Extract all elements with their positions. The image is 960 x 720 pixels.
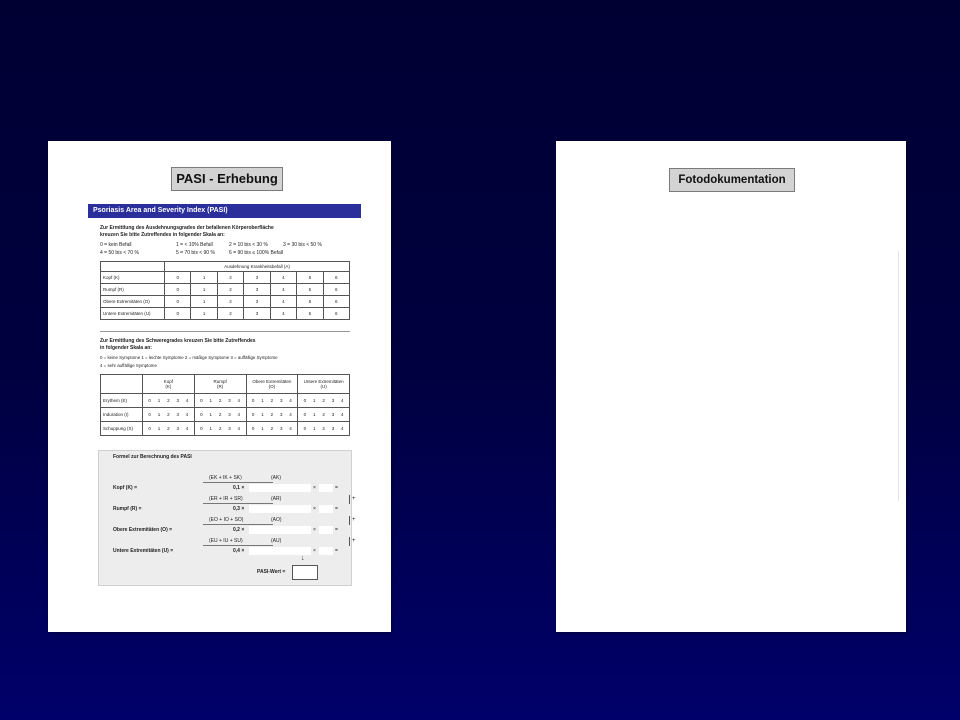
pasi-result-field[interactable]: [292, 565, 318, 580]
formula-sum-rumpf: (ER + IR + SR): [209, 496, 243, 502]
formula-sum-field-obere[interactable]: [249, 526, 311, 534]
formula-plus-2: +: [352, 517, 356, 523]
formula-times-kopf: ×: [313, 485, 316, 491]
severity-option[interactable]: 3: [176, 426, 179, 431]
severity-option[interactable]: 3: [228, 398, 231, 403]
formula-title: Formel zur Berechnung des PASI: [113, 454, 192, 460]
extent-scale-4: 4 = 50 bis < 70 %: [100, 250, 139, 256]
severity-cell: [143, 394, 195, 408]
formula-panel: [98, 450, 356, 586]
severity-option[interactable]: 1: [209, 398, 213, 403]
severity-option[interactable]: 1: [157, 398, 161, 403]
severity-row-label: Induration (I): [101, 408, 143, 422]
severity-row-label: Erythem (E): [101, 394, 143, 408]
extent-option-6[interactable]: 6: [323, 284, 349, 296]
formula-area-field-obere[interactable]: [319, 526, 333, 534]
formula-area-field-rumpf[interactable]: [319, 505, 333, 513]
severity-option[interactable]: 1: [313, 412, 316, 417]
severity-option[interactable]: 3: [176, 398, 179, 403]
formula-factor-untere: 0,4 ×: [233, 548, 245, 554]
formula-plus-1: +: [352, 496, 356, 502]
severity-table: [100, 374, 350, 436]
extent-option-0[interactable]: 0: [165, 296, 191, 308]
extent-row-untere: [101, 308, 350, 320]
extent-option-2[interactable]: 2: [217, 296, 243, 308]
pasi-result-label: PASI-Wert =: [257, 569, 286, 575]
extent-row-rumpf: [101, 284, 350, 296]
formula-sum-bracket: [349, 495, 350, 504]
severity-option[interactable]: 0: [303, 412, 307, 417]
severity-option[interactable]: 0: [303, 426, 307, 431]
severity-option[interactable]: 4: [289, 412, 292, 417]
severity-option[interactable]: 3: [279, 426, 283, 431]
extent-scale-2: 2 = 10 bis < 30 %: [229, 242, 268, 248]
formula-area-untere: (AU): [271, 538, 282, 544]
severity-row-erythem: [101, 394, 350, 408]
severity-option[interactable]: 3: [331, 412, 335, 417]
pasi-title-label: PASI - Erhebung: [171, 167, 283, 191]
formula-sum-bracket: [349, 537, 350, 546]
extent-option-5[interactable]: 5: [297, 296, 323, 308]
severity-option[interactable]: 0: [251, 412, 255, 417]
severity-cell: [143, 422, 195, 436]
severity-option[interactable]: 0: [148, 426, 151, 431]
section-divider: [100, 331, 350, 332]
severity-option[interactable]: 1: [261, 398, 264, 403]
formula-label-obere: Obere Extremitäten (O) =: [113, 527, 173, 533]
extent-table-corner: [101, 262, 165, 272]
extent-option-3[interactable]: 3: [244, 296, 270, 308]
extent-option-4[interactable]: 4: [270, 296, 296, 308]
extent-table-header: Ausdehnung Krankheitsbefall (A): [165, 262, 350, 272]
severity-col-untere: [298, 375, 350, 394]
extent-scale-5: 5 = 70 bis < 90 %: [176, 250, 215, 256]
extent-option-2[interactable]: 2: [217, 284, 243, 296]
extent-option-0[interactable]: 0: [165, 284, 191, 296]
extent-option-3[interactable]: 3: [244, 272, 270, 284]
severity-cell: [298, 422, 350, 436]
severity-option[interactable]: 0: [148, 412, 151, 417]
severity-option[interactable]: 0: [251, 426, 255, 431]
severity-col-name: Untere Extremitäten: [303, 378, 344, 384]
extent-row-label: Kopf (K): [101, 272, 165, 284]
arrow-down-icon: ↓: [301, 555, 305, 562]
extent-option-4[interactable]: 4: [270, 284, 296, 296]
extent-option-1[interactable]: 1: [191, 284, 217, 296]
severity-col-kopf: [143, 375, 195, 394]
extent-row-label: Rumpf (R): [101, 284, 165, 296]
severity-option[interactable]: 3: [279, 412, 283, 417]
formula-factor-obere: 0,2 ×: [233, 527, 245, 533]
severity-option[interactable]: 0: [200, 426, 203, 431]
extent-scale-1: 1 = < 10% Befall: [176, 242, 213, 248]
severity-option[interactable]: 1: [209, 426, 213, 431]
photo-documentation-label: Fotodokumentation: [669, 168, 795, 192]
severity-col-obere: [246, 375, 298, 394]
extent-option-4[interactable]: 4: [270, 308, 296, 320]
severity-row-label: Schuppung (S): [101, 422, 143, 436]
extent-option-0[interactable]: 0: [165, 308, 191, 320]
formula-equals-rumpf: =: [335, 506, 338, 512]
extent-option-6[interactable]: 6: [323, 308, 349, 320]
severity-option[interactable]: 0: [303, 398, 307, 403]
formula-equals-obere: =: [335, 527, 338, 533]
formula-sum-bracket: [349, 516, 350, 525]
severity-col-code: (K): [165, 384, 172, 389]
formula-bracket-line: [203, 482, 273, 483]
formula-factor-rumpf: 0,3 ×: [233, 506, 245, 512]
severity-cell: [246, 408, 298, 422]
severity-table-header-row: [101, 375, 350, 394]
severity-col-name: Obere Extremitäten: [252, 378, 292, 384]
severity-cell: [194, 394, 246, 408]
severity-option[interactable]: 2: [270, 426, 274, 431]
extent-option-2[interactable]: 2: [217, 272, 243, 284]
formula-sum-field-rumpf[interactable]: [249, 505, 311, 513]
extent-option-5[interactable]: 5: [297, 308, 323, 320]
severity-table-corner: [101, 375, 143, 394]
extent-option-1[interactable]: 1: [191, 296, 217, 308]
severity-cell: [194, 422, 246, 436]
severity-cell: [298, 394, 350, 408]
severity-option[interactable]: 1: [209, 412, 213, 417]
formula-area-kopf: (AK): [271, 475, 281, 481]
severity-option[interactable]: 1: [157, 426, 161, 431]
severity-option[interactable]: 2: [218, 426, 222, 431]
severity-col-code: (O): [268, 384, 276, 389]
severity-col-name: Rumpf: [213, 378, 227, 384]
severity-heading-line-1: Zur Ermittlung des Schweregrades kreuzen Sie bitte Zutreffendes: [100, 338, 256, 344]
formula-sum-obere: (EO + IO + SO): [209, 517, 244, 523]
severity-option[interactable]: 2: [322, 426, 325, 431]
extent-option-1[interactable]: 1: [191, 272, 217, 284]
formula-area-field-untere[interactable]: [319, 547, 333, 555]
severity-option[interactable]: 0: [200, 398, 203, 403]
severity-option[interactable]: 4: [237, 426, 241, 431]
severity-option[interactable]: 2: [322, 398, 325, 403]
formula-area-rumpf: (AR): [271, 496, 282, 502]
formula-equals-untere: =: [335, 548, 338, 554]
severity-scale-line-1: 0 = keine Symptome 1 = leichte Symptome 2 = mäßige Symptome 3 = auffällige Symptome: [100, 355, 278, 360]
extent-heading-line-1: Zur Ermittlung des Ausdehnungsgrades der befallenen Körperoberfläche: [100, 225, 274, 231]
formula-area-obere: (AO): [271, 517, 282, 523]
extent-scale-6: 6 = 90 bis ≤ 100% Befall: [229, 250, 284, 256]
severity-option[interactable]: 4: [289, 398, 292, 403]
severity-option[interactable]: 4: [289, 426, 292, 431]
severity-option[interactable]: 0: [148, 398, 151, 403]
severity-scale-line-2: 4 = sehr auffällige Symptome: [100, 363, 157, 368]
severity-option[interactable]: 4: [237, 398, 241, 403]
formula-times-untere: ×: [313, 548, 316, 554]
extent-option-6[interactable]: 6: [323, 272, 349, 284]
scan-streak: [898, 251, 899, 501]
formula-times-obere: ×: [313, 527, 316, 533]
severity-option[interactable]: 2: [167, 398, 170, 403]
severity-col-code: (R): [217, 384, 224, 389]
severity-option[interactable]: 2: [270, 412, 274, 417]
severity-col-name: Kopf: [163, 378, 173, 384]
formula-sum-untere: (EU + IU + SU): [209, 538, 243, 544]
formula-label-rumpf: Rumpf (R) =: [113, 506, 142, 512]
extent-option-5[interactable]: 5: [297, 284, 323, 296]
severity-option[interactable]: 2: [218, 398, 222, 403]
severity-option[interactable]: 1: [261, 426, 264, 431]
severity-option[interactable]: 2: [167, 426, 170, 431]
extent-option-1[interactable]: 1: [191, 308, 217, 320]
extent-row-label: Obere Extremitäten (O): [101, 296, 165, 308]
severity-option[interactable]: 3: [228, 412, 231, 417]
extent-option-3[interactable]: 3: [244, 284, 270, 296]
severity-option[interactable]: 0: [200, 412, 203, 417]
formula-label-untere: Untere Extremitäten (U) =: [113, 548, 174, 554]
severity-option[interactable]: 2: [167, 412, 170, 417]
severity-option[interactable]: 1: [313, 398, 316, 403]
extent-scale-0: 0 = kein Befall: [100, 242, 132, 248]
formula-plus-3: +: [352, 538, 356, 544]
severity-option[interactable]: 4: [185, 412, 189, 417]
severity-option[interactable]: 2: [270, 398, 274, 403]
extent-option-2[interactable]: 2: [217, 308, 243, 320]
extent-option-5[interactable]: 5: [297, 272, 323, 284]
extent-table: [100, 261, 350, 320]
extent-option-3[interactable]: 3: [244, 308, 270, 320]
severity-option[interactable]: 3: [228, 426, 231, 431]
pasi-header-bar: Psoriasis Area and Severity Index (PASI): [88, 204, 361, 218]
formula-bracket-line: [203, 503, 273, 504]
formula-area-field-kopf[interactable]: [319, 484, 333, 492]
severity-option[interactable]: 4: [185, 398, 189, 403]
extent-row-kopf: [101, 272, 350, 284]
formula-equals-kopf: =: [335, 485, 338, 491]
severity-option[interactable]: 2: [218, 412, 222, 417]
severity-option[interactable]: 3: [279, 398, 283, 403]
extent-table-header-row: [101, 262, 350, 272]
extent-row-obere: [101, 296, 350, 308]
severity-cell: [246, 422, 298, 436]
extent-option-4[interactable]: 4: [270, 272, 296, 284]
severity-option[interactable]: 4: [185, 426, 189, 431]
formula-times-rumpf: ×: [313, 506, 316, 512]
extent-row-label: Untere Extremitäten (U): [101, 308, 165, 320]
severity-cell: [298, 408, 350, 422]
severity-option[interactable]: 2: [322, 412, 325, 417]
severity-option[interactable]: 4: [341, 412, 344, 417]
severity-option[interactable]: 1: [313, 426, 316, 431]
severity-option[interactable]: 3: [331, 426, 335, 431]
severity-option[interactable]: 4: [237, 412, 241, 417]
formula-label-kopf: Kopf (K) =: [113, 485, 138, 491]
severity-heading-line-2: in folgender Skala an:: [100, 345, 152, 351]
pasi-form-page: [48, 141, 391, 632]
severity-col-code: (U): [320, 384, 327, 389]
severity-option[interactable]: 0: [251, 398, 255, 403]
severity-option[interactable]: 4: [341, 426, 344, 431]
extent-heading-line-2: kreuzen Sie bitte Zutreffendes in folgender Skala an:: [100, 232, 225, 238]
photo-documentation-page: [556, 141, 906, 632]
extent-option-0[interactable]: 0: [165, 272, 191, 284]
severity-option[interactable]: 1: [261, 412, 264, 417]
severity-row-schuppung: [101, 422, 350, 436]
formula-factor-kopf: 0,1 ×: [233, 485, 245, 491]
formula-bracket-line: [203, 545, 273, 546]
formula-sum-kopf: (EK + IK + SK): [209, 475, 242, 481]
severity-cell: [143, 408, 195, 422]
severity-option[interactable]: 4: [341, 398, 344, 403]
severity-row-induration: [101, 408, 350, 422]
extent-scale-3: 3 = 30 bis < 50 %: [283, 242, 322, 248]
extent-option-6[interactable]: 6: [323, 296, 349, 308]
severity-cell: [246, 394, 298, 408]
severity-cell: [194, 408, 246, 422]
severity-option[interactable]: 1: [157, 412, 161, 417]
formula-bracket-line: [203, 524, 273, 525]
formula-sum-field-kopf[interactable]: [249, 484, 311, 492]
severity-option[interactable]: 3: [176, 412, 179, 417]
severity-col-rumpf: [194, 375, 246, 394]
formula-sum-field-untere[interactable]: [249, 547, 311, 555]
severity-option[interactable]: 3: [331, 398, 335, 403]
